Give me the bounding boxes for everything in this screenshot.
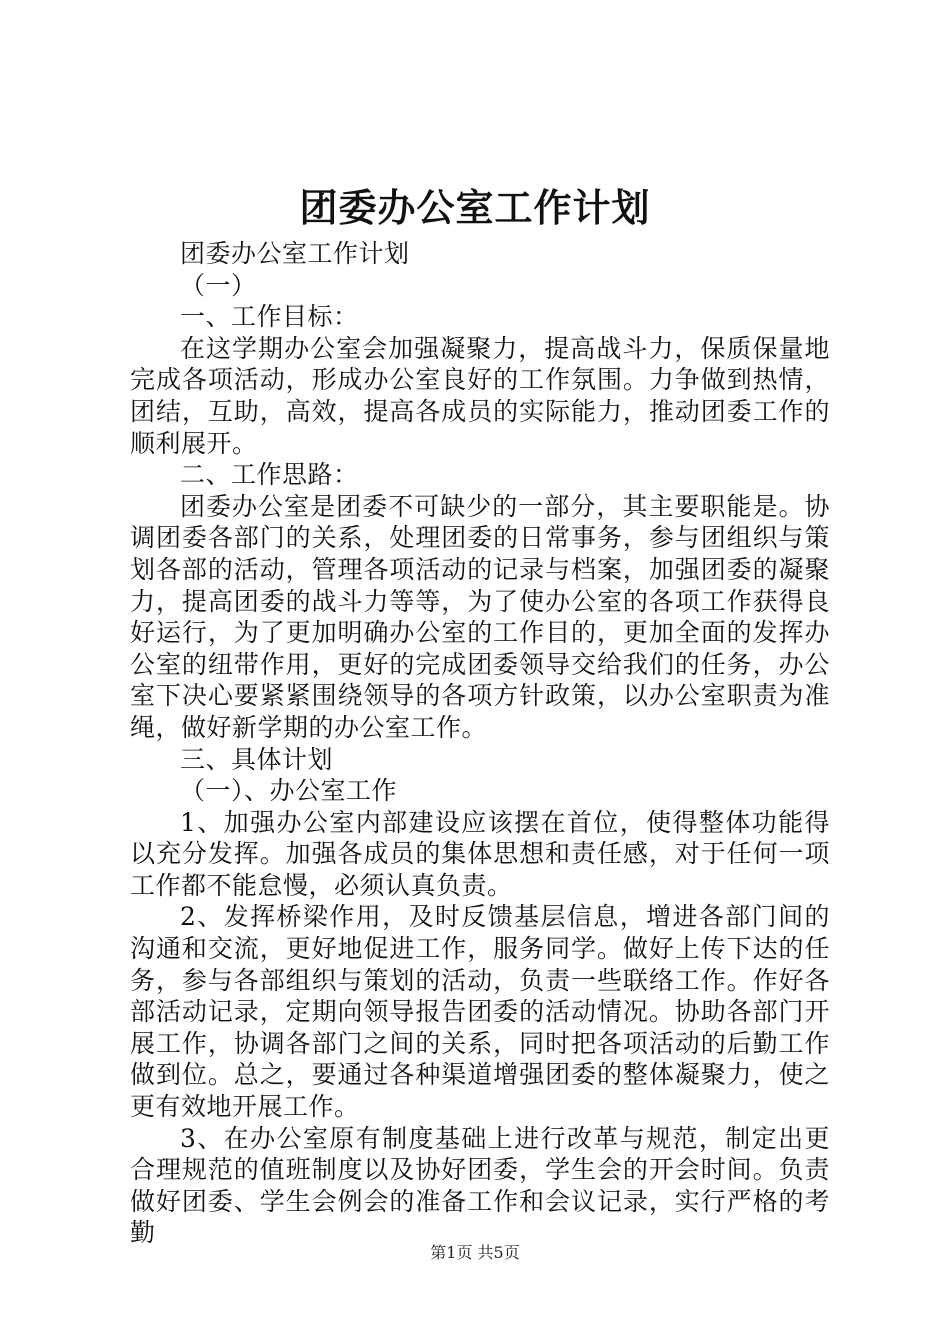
document-title: 团委办公室工作计划 [299, 185, 651, 230]
paragraph-work-approach: 团委办公室是团委不可缺少的一部分，其主要职能是。协调团委各部门的关系，处理团委的日常事务，参与团组织与策划各部的活动，管理各项活动的记录与档案，加强团委的凝聚力，提高团委的战斗力等等，为了使办公室的各项工作获得良好运行，为了更加明确办公室的工作目的，更加全面的发挥办公室的纽带作用，更好的完成团委领导交给我们的任务，办公室下决心要紧紧围绕领导的各项方针政策，以办公室职责为准绳，做好新学期的办公室工作。 [130, 491, 830, 742]
heading-work-approach: 二、工作思路： [180, 460, 359, 490]
document-body [130, 238, 830, 1249]
paragraph-item-3: 3、在办公室原有制度基础上进行改革与规范，制定出更合理规范的值班制度以及协好团委，学生会的开会时间。负责做好团委、学生会例会的准备工作和会议记录，实行严格的考勤 [130, 1123, 830, 1248]
paragraph-item-2: 2、发挥桥梁作用，及时反馈基层信息，增进各部门间的沟通和交流，更好地促进工作，服务同学。做好上传下达的任务，参与各部组织与策划的活动，负责一些联络工作。作好各部活动记录，定期向领导报告团委的活动情况。协助各部门开展工作，协调各部门之间的关系，同时把各项活动的后勤工作做到位。总之，要通过各种渠道增强团委的整体凝聚力，使之更有效地开展工作。 [130, 902, 830, 1122]
paragraph-work-goals: 在这学期办公室会加强凝聚力，提高战斗力，保质保量地完成各项活动，形成办公室良好的工作氛围。力争做到热情，团结，互助，高效，提高各成员的实际能力，推动团委工作的顺利展开。 [130, 333, 830, 458]
page-footer: 第1页 共5页 [430, 1243, 520, 1262]
heading-work-goals: 一、工作目标： [180, 302, 359, 332]
paragraph-section-number: （一） [180, 270, 257, 300]
heading-specific-plan: 三、具体计划 [180, 744, 334, 774]
heading-office-work: （一）、办公室工作 [180, 776, 398, 806]
paragraph-subtitle: 团委办公室工作计划 [180, 239, 410, 268]
paragraph-item-1: 1、加强办公室内部建设应该摆在首位，使得整体功能得以充分发挥。加强各成员的集体思想和责任感，对于任何一项工作都不能怠慢，必须认真负责。 [130, 807, 830, 900]
